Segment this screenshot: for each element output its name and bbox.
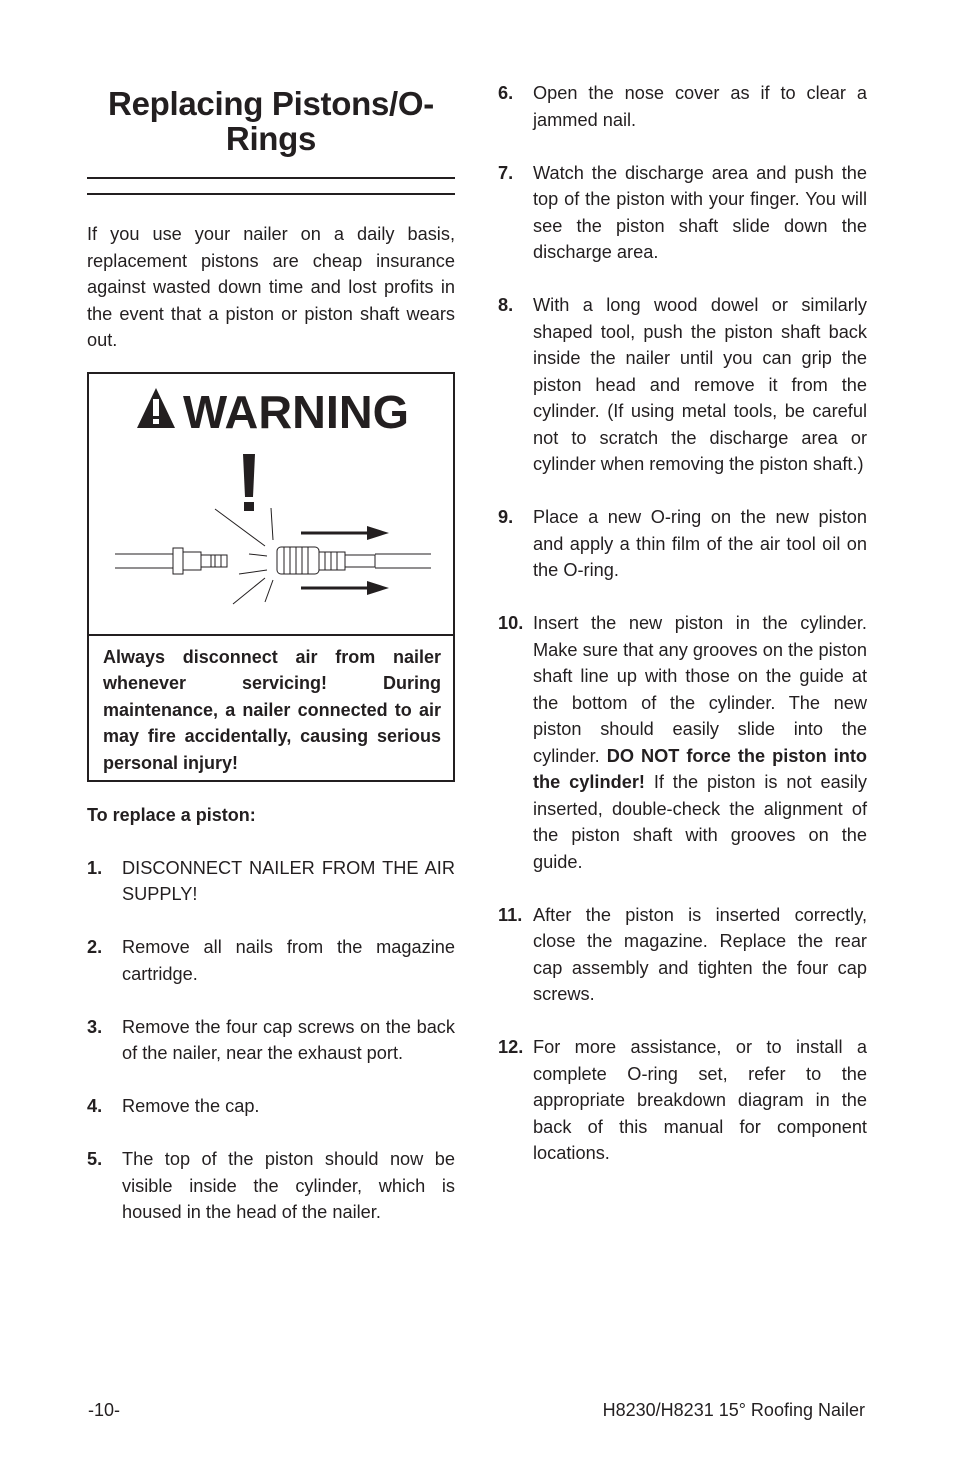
steps-list-left — [87, 855, 455, 1226]
arrow-right-icon — [301, 526, 389, 540]
arrow-right-icon — [301, 581, 389, 595]
footer-model: H8230/H8231 15° Roofing Nailer — [602, 1400, 865, 1420]
list-item: 8. With a long wood dowel or similarly shaped tool, push the piston shaft back inside the nailer until you can grip the piston head and remove it from the cylinder. (If using metal tools, be careful not to scratch the discharge area or cylinder when removing the piston shaft.) — [498, 295, 867, 474]
title-rule — [87, 177, 455, 195]
left-column — [87, 80, 455, 1226]
spark-lines — [215, 508, 273, 604]
list-item: 4. Remove the cap. — [87, 1096, 260, 1116]
list-item: 5. The top of the piston should now be visible inside the cylinder, which is housed in the head of the nailer. — [87, 1149, 455, 1222]
warning-illustration — [89, 374, 453, 634]
warning-triangle-icon — [137, 388, 175, 428]
list-item: 11. After the piston is inserted correctly, close the magazine. Replace the rear cap assembly and tighten the four cap screws. — [498, 904, 867, 1004]
procedure-heading: To replace a piston: — [87, 805, 256, 825]
air-hose-male-plug — [115, 548, 227, 574]
warning-graphic — [89, 374, 453, 636]
list-item: 2. Remove all nails from the magazine cartridge. — [87, 937, 455, 984]
intro-paragraph: If you use your nailer on a daily basis, replacement pistons are cheap insurance against wasted down time and lost profits in the event that a piston or piston shaft wears out. — [87, 224, 455, 350]
list-item: 9. Place a new O-ring on the new piston and apply a thin film of the air tool oil on the O-ring. — [498, 507, 867, 580]
exclamation-icon — [243, 454, 255, 511]
list-item: 12. For more assistance, or to install a complete O-ring set, refer to the appropriate breakdown diagram in the back of this manual for component locations. — [498, 1037, 867, 1163]
list-item: 10. Insert the new piston in the cylinder. Make sure that any grooves on the piston shaft line up with those on the guide at the bottom of the cylinder. The new piston should easily slide into the cylinder. DO NOT force the piston into the cylinder! If the piston is not easily inserted, double-check the alignment of the piston shaft with grooves on the guide. — [498, 613, 867, 872]
page-number: -10- — [88, 1400, 121, 1420]
warning-heading: WARNING — [183, 385, 409, 438]
list-item: 3. Remove the four cap screws on the back of the nailer, near the exhaust port. — [87, 1016, 455, 1063]
steps-list-right — [498, 80, 867, 1167]
section-title: Replacing Pistons/O-Rings — [108, 85, 434, 157]
warning-box — [87, 372, 455, 783]
right-column — [498, 80, 867, 1193]
warning-text: Always disconnect air from nailer whenever servicing! During maintenance, a nailer connected to air may fire accidentally, causing serious personal injury! — [103, 646, 441, 773]
list-item: 1. DISCONNECT NAILER FROM THE AIR SUPPLY! — [87, 857, 455, 904]
list-item: 7. Watch the discharge area and push the top of the piston with your finger. You will see the piston shaft slide down the discharge area. — [498, 162, 867, 262]
list-item: 6. Open the nose cover as if to clear a jammed nail. — [498, 83, 867, 130]
air-hose-female-coupler — [277, 547, 431, 574]
